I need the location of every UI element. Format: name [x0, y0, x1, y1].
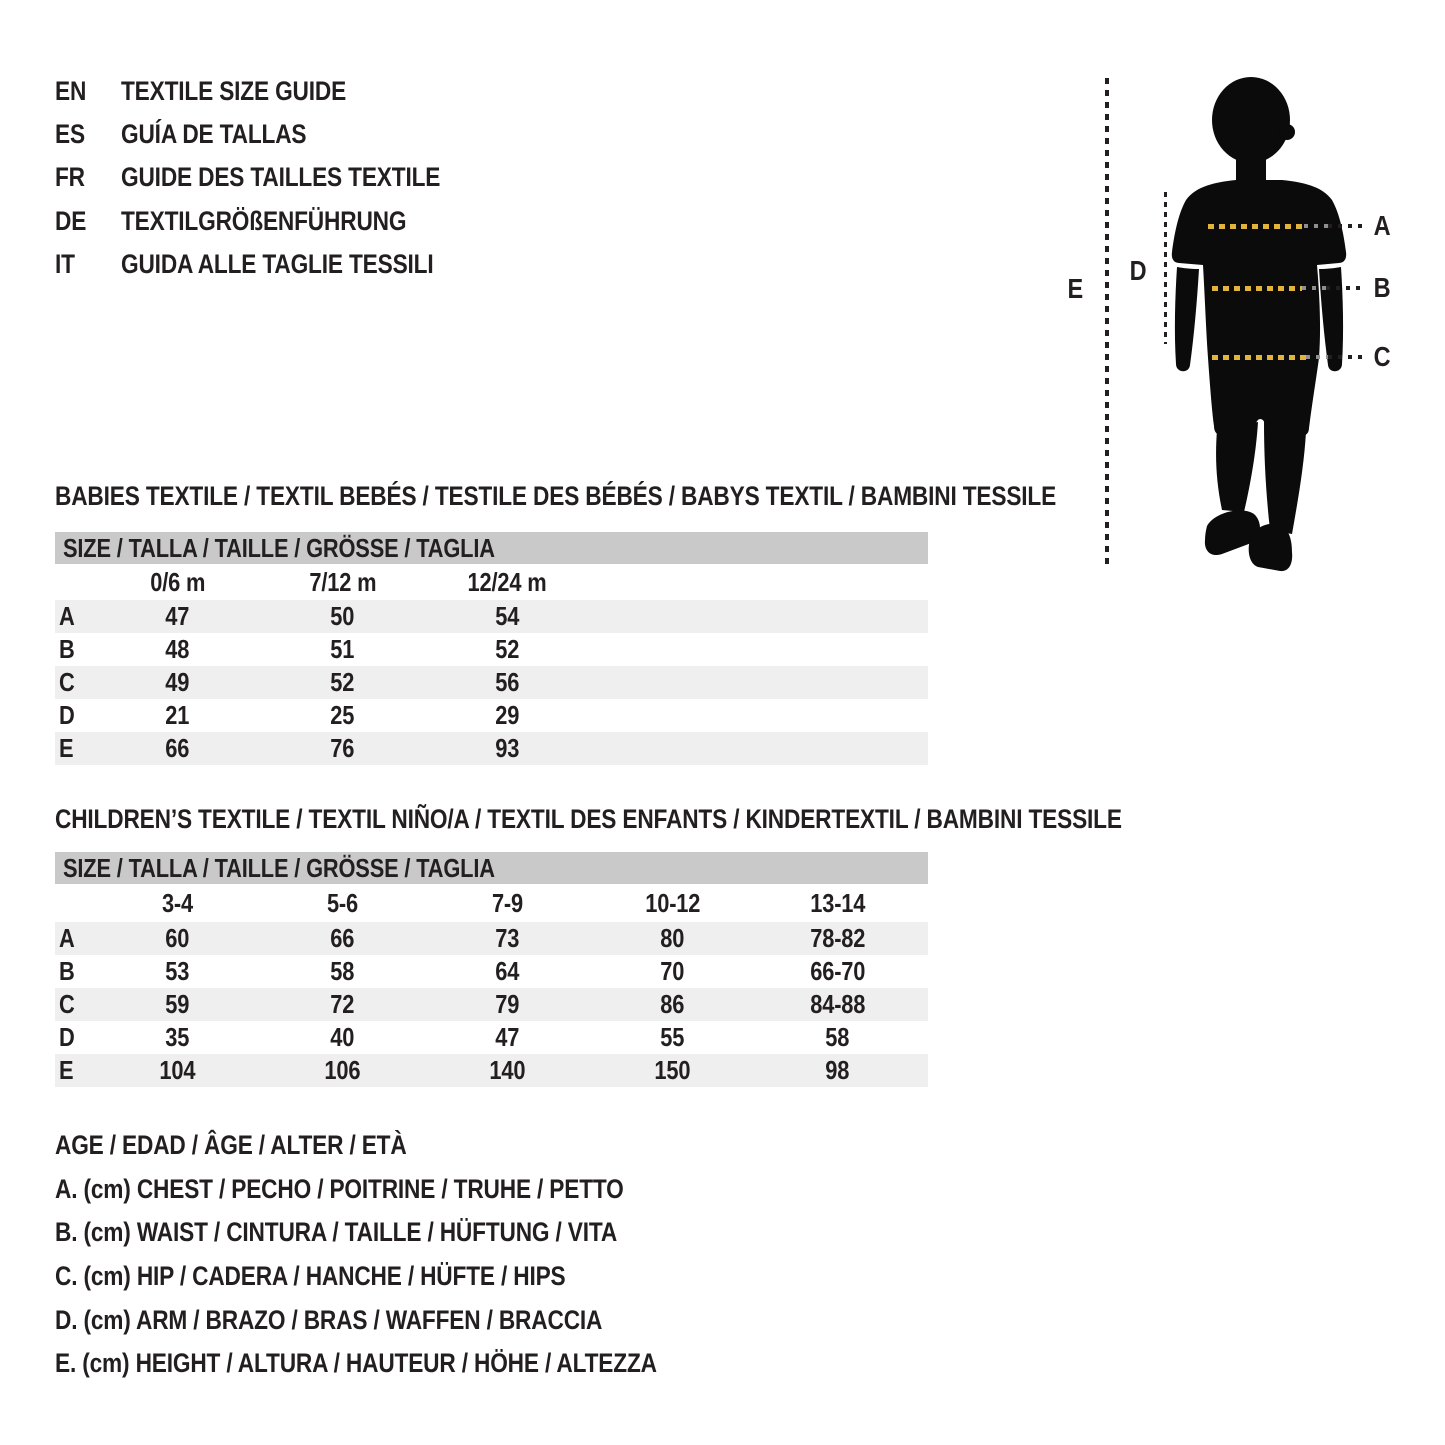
hip-measure-line: [1212, 354, 1362, 360]
cell-value: 55: [660, 1022, 685, 1052]
table-row: [55, 922, 928, 955]
table-row: [55, 988, 928, 1021]
cell-value: 50: [330, 601, 355, 631]
cell-value: 40: [330, 1022, 355, 1052]
cell-value: 25: [330, 700, 355, 730]
cell-value: 52: [495, 634, 520, 664]
column-header: 5-6: [326, 887, 359, 918]
row-label: B: [59, 956, 75, 986]
height-label: E: [1067, 273, 1084, 304]
language-code: EN: [55, 76, 87, 107]
language-code: FR: [55, 162, 85, 193]
language-title-list: [55, 70, 501, 286]
guide-title: GUIDE DES TAILLES TEXTILE: [121, 162, 441, 193]
table-row: [55, 600, 928, 633]
arm-measure-line: [1164, 192, 1167, 344]
row-label: C: [59, 989, 75, 1019]
legend-line: A. (cm) CHEST / PECHO / POITRINE / TRUHE / PETTO: [55, 1173, 624, 1204]
size-header-band: SIZE / TALLA / TAILLE / GRÖSSE / TAGLIA: [55, 532, 928, 564]
babies-column-header-row: [55, 564, 928, 600]
cell-value: 66-70: [809, 956, 866, 986]
language-row: [55, 200, 501, 243]
legend-line: C. (cm) HIP / CADERA / HANCHE / HÜFTE / HIPS: [55, 1261, 566, 1292]
language-code: DE: [55, 205, 87, 236]
language-row: [55, 113, 501, 156]
cell-value: 54: [495, 601, 520, 631]
column-header: 7-9: [491, 887, 524, 918]
cell-value: 49: [165, 667, 190, 697]
children-size-table: [55, 852, 928, 1087]
row-label: D: [59, 1022, 75, 1052]
table-row: [55, 732, 928, 765]
cell-value: 64: [495, 956, 520, 986]
cell-value: 60: [165, 923, 190, 953]
column-header: 10-12: [644, 887, 701, 918]
arm-label: D: [1129, 255, 1147, 286]
cell-value: 78-82: [809, 923, 866, 953]
language-code: IT: [55, 248, 75, 279]
guide-title: GUIDA ALLE TAGLIE TESSILI: [121, 248, 434, 279]
column-header: 0/6 m: [149, 566, 206, 597]
row-label: D: [59, 700, 75, 730]
row-label: A: [59, 601, 75, 631]
cell-value: 47: [165, 601, 190, 631]
guide-title: TEXTILE SIZE GUIDE: [121, 76, 347, 107]
column-header: 13-14: [809, 887, 866, 918]
cell-value: 93: [495, 733, 520, 763]
legend-line: E. (cm) HEIGHT / ALTURA / HAUTEUR / HÖHE / ALTEZZA: [55, 1348, 657, 1379]
cell-value: 86: [660, 989, 685, 1019]
cell-value: 80: [660, 923, 685, 953]
cell-value: 51: [330, 634, 355, 664]
row-label: C: [59, 667, 75, 697]
language-row: [55, 243, 501, 286]
guide-title: GUÍA DE TALLAS: [121, 119, 307, 150]
cell-value: 106: [324, 1055, 361, 1085]
cell-value: 53: [165, 956, 190, 986]
cell-value: 140: [489, 1055, 526, 1085]
language-row: [55, 70, 501, 113]
table-row: [55, 955, 928, 988]
cell-value: 58: [330, 956, 355, 986]
legend-line: B. (cm) WAIST / CINTURA / TAILLE / HÜFTUNG / VITA: [55, 1217, 618, 1248]
row-label: B: [59, 634, 75, 664]
cell-value: 48: [165, 634, 190, 664]
hip-label: C: [1373, 341, 1391, 372]
cell-value: 66: [330, 923, 355, 953]
cell-value: 56: [495, 667, 520, 697]
babies-section-heading: BABIES TEXTILE / TEXTIL BEBÉS / TESTILE DES BÉBÉS / BABYS TEXTIL / BAMBINI TESSILE: [55, 481, 1057, 511]
cell-value: 98: [825, 1055, 850, 1085]
row-label: A: [59, 923, 75, 953]
table-row: [55, 699, 928, 732]
cell-value: 59: [165, 989, 190, 1019]
children-section-heading: CHILDREN’S TEXTILE / TEXTIL NIÑO/A / TEXTIL DES ENFANTS / KINDERTEXTIL / BAMBINI TESSILE: [55, 804, 1122, 834]
cell-value: 21: [165, 700, 190, 730]
cell-value: 35: [165, 1022, 190, 1052]
cell-value: 76: [330, 733, 355, 763]
language-row: [55, 156, 501, 199]
guide-title: TEXTILGRÖßENFÜHRUNG: [121, 205, 407, 236]
row-label: E: [59, 1055, 74, 1085]
cell-value: 84-88: [809, 989, 866, 1019]
cell-value: 58: [825, 1022, 850, 1052]
measurement-legend: [55, 1124, 771, 1386]
cell-value: 47: [495, 1022, 520, 1052]
row-label: E: [59, 733, 74, 763]
language-code: ES: [55, 119, 85, 150]
chest-measure-line: [1208, 223, 1362, 229]
column-header: 12/24 m: [468, 566, 547, 597]
legend-line: D. (cm) ARM / BRAZO / BRAS / WAFFEN / BRACCIA: [55, 1304, 603, 1335]
size-header-band: SIZE / TALLA / TAILLE / GRÖSSE / TAGLIA: [55, 852, 928, 884]
cell-value: 150: [654, 1055, 691, 1085]
children-column-header-row: [55, 884, 928, 922]
cell-value: 73: [495, 923, 520, 953]
table-row: [55, 1054, 928, 1087]
column-header: 7/12 m: [309, 566, 376, 597]
column-header: 3-4: [161, 887, 194, 918]
cell-value: 29: [495, 700, 520, 730]
cell-value: 72: [330, 989, 355, 1019]
cell-value: 79: [495, 989, 520, 1019]
babies-size-table: [55, 532, 928, 765]
cell-value: 70: [660, 956, 685, 986]
table-row: [55, 633, 928, 666]
waist-label: B: [1373, 272, 1391, 303]
chest-label: A: [1373, 210, 1391, 241]
table-row: [55, 1021, 928, 1054]
table-row: [55, 666, 928, 699]
legend-line: AGE / EDAD / ÂGE / ALTER / ETÀ: [55, 1130, 407, 1161]
waist-measure-line: [1212, 285, 1362, 291]
cell-value: 104: [159, 1055, 196, 1085]
cell-value: 52: [330, 667, 355, 697]
cell-value: 66: [165, 733, 190, 763]
